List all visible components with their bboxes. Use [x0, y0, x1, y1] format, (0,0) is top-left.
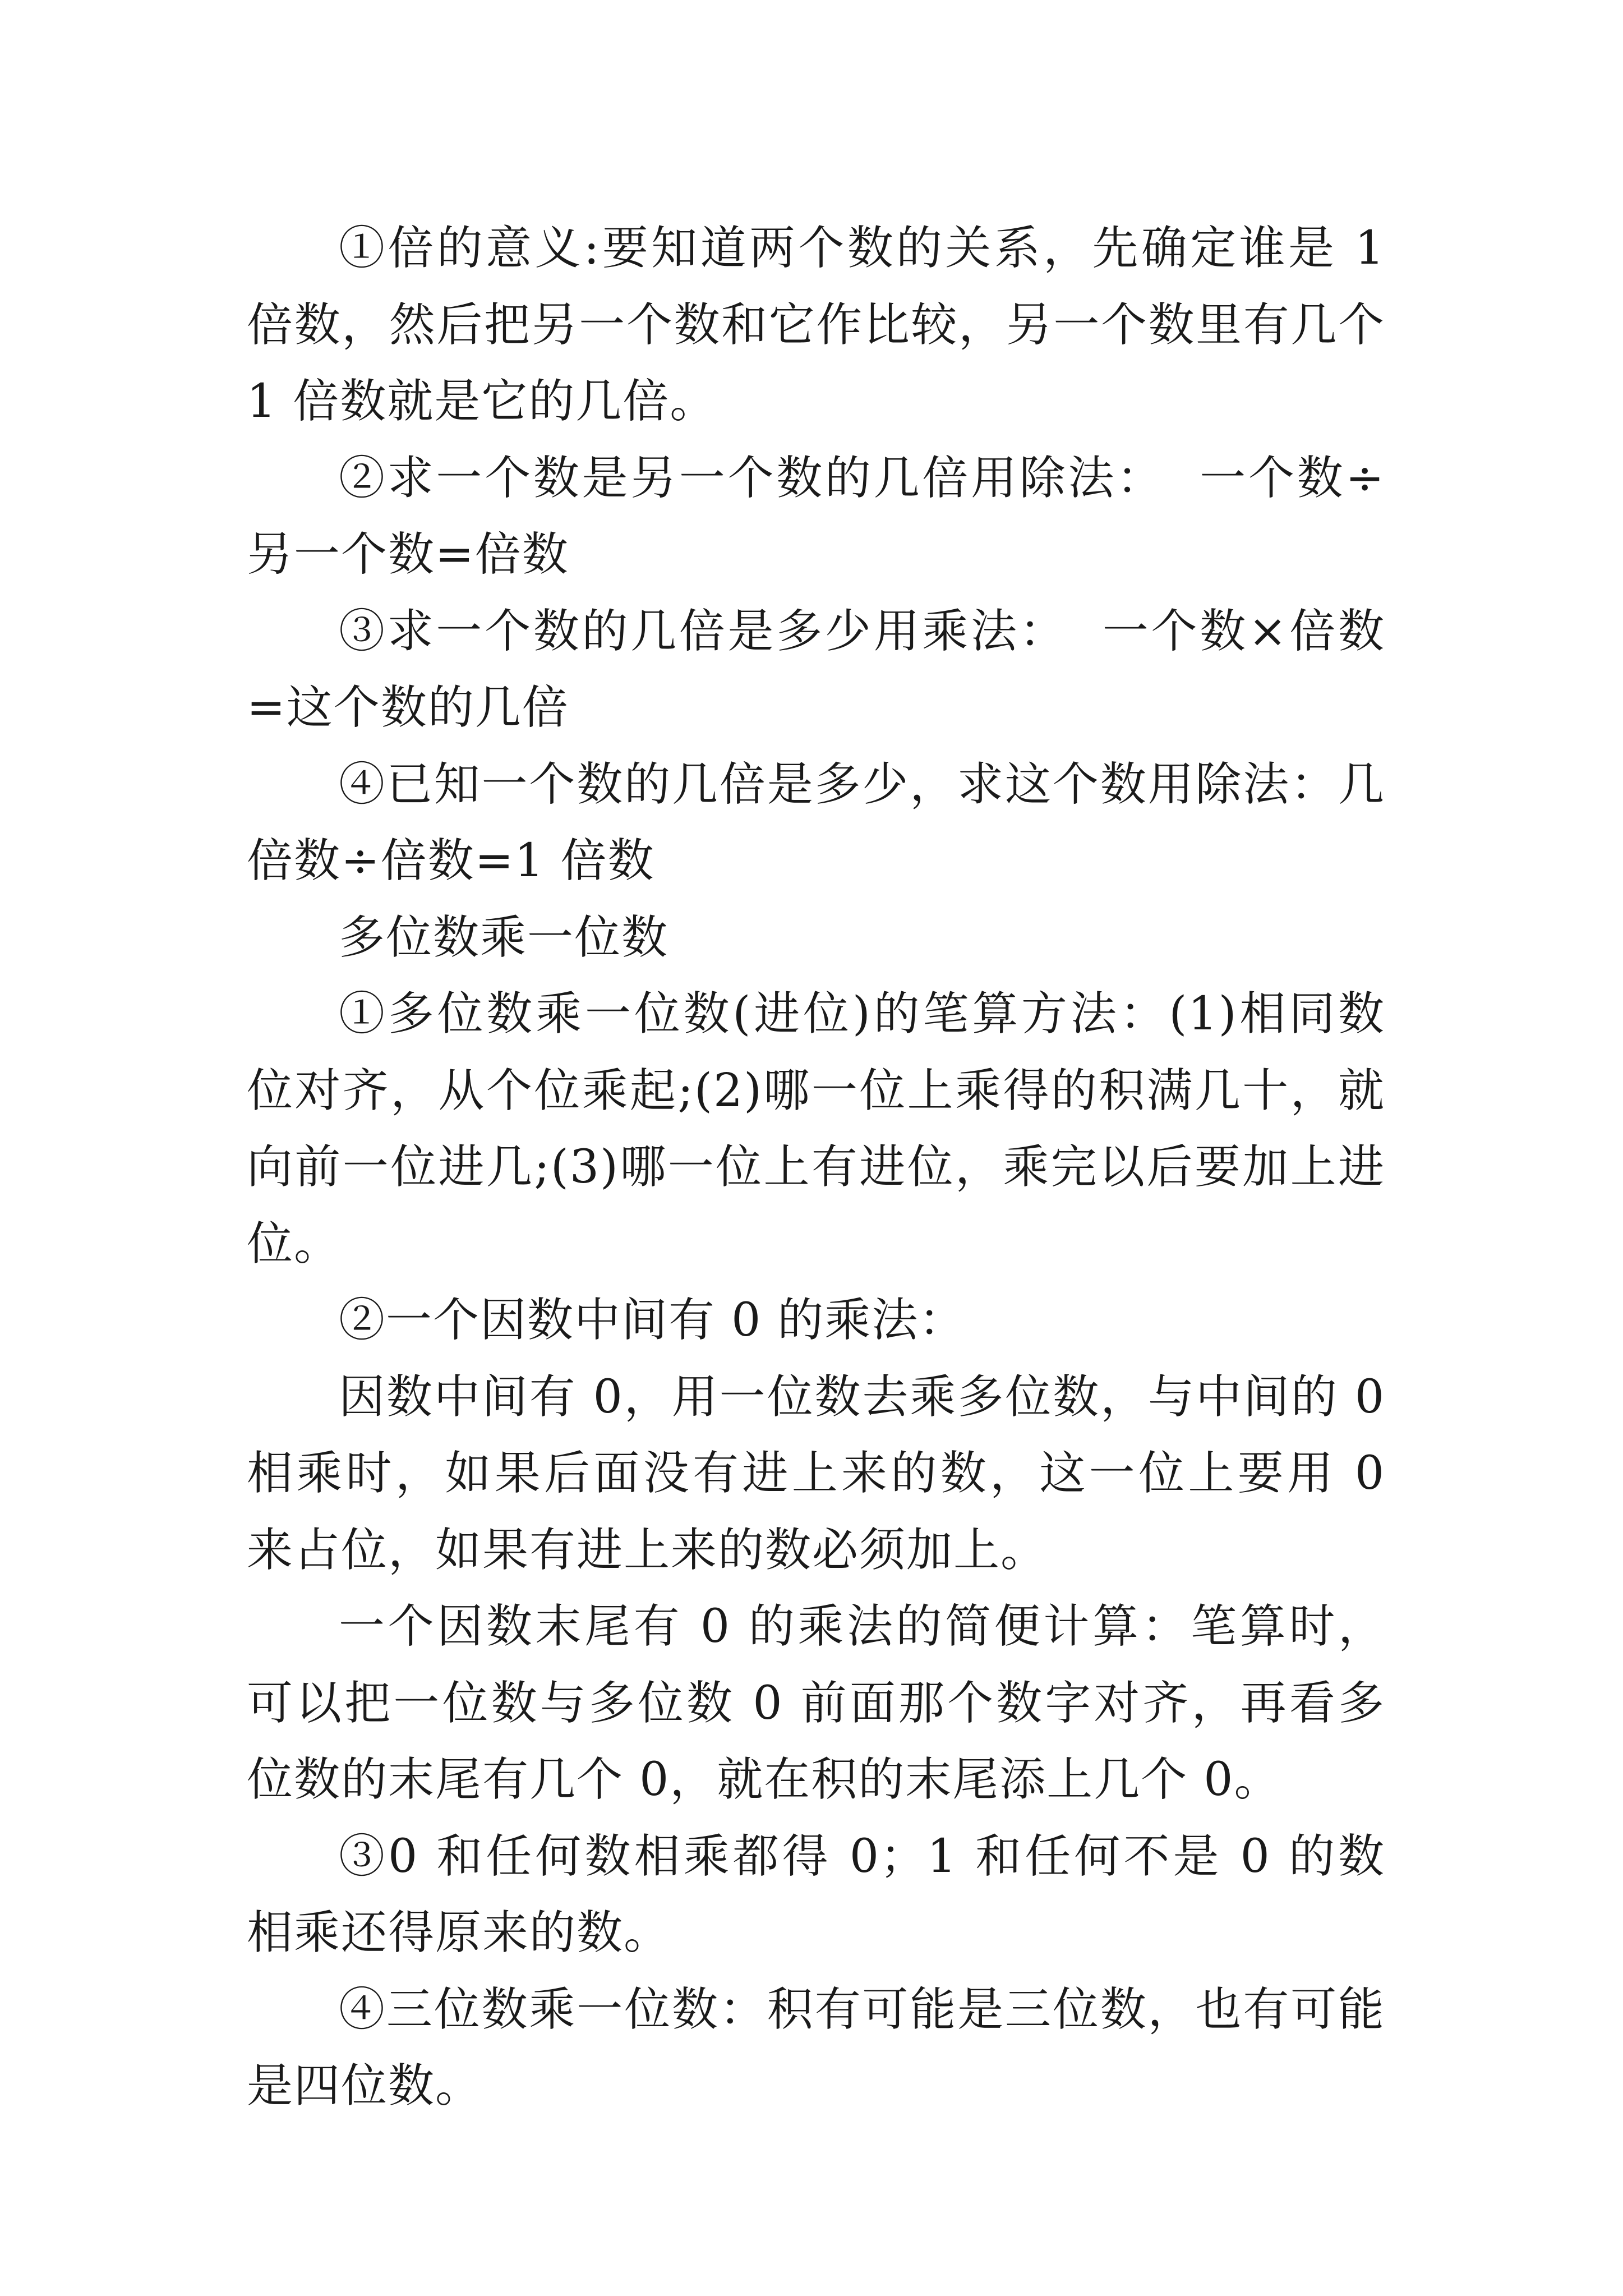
paragraph-trailing-zero-shortcut: 一个因数末尾有 0 的乘法的简便计算：笔算时，可以把一位数与多位数 0 前面那个数字对齐，再看多位数的末尾有几个 0，就在积的末尾添上几个 0。 — [247, 1600, 1385, 1806]
paragraph-find-multiple-value-multiplication: ③求一个数的几倍是多少用乘法： 一个数×倍数=这个数的几倍 — [247, 604, 1385, 734]
paragraph-zero-in-middle-rule: 因数中间有 0，用一位数去乘多位数，与中间的 0 相乘时，如果后面没有进上来的数，这一位上要用 0 来占位，如果有进上来的数必须加上。 — [247, 1370, 1401, 1577]
paragraph-zero-in-middle-title: ②一个因数中间有 0 的乘法： — [339, 1294, 966, 1347]
document-body — [247, 210, 1401, 2125]
paragraph-multiple-meaning: ①倍的意义:要知道两个数的关系，先确定谁是 1 倍数，然后把另一个数和它作比较，另一个数里有几个 1 倍数就是它的几倍。 — [247, 222, 1401, 428]
paragraph-carry-method: ①多位数乘一位数(进位)的笔算方法：(1)相同数位对齐，从个位乘起;(2)哪一位上乘得的积满几十，就向前一位进几;(3)哪一位上有进位，乘完以后要加上进位。 — [247, 987, 1385, 1271]
paragraph-zero-and-one-rule: ③0 和任何数相乘都得 0；1 和任何不是 0 的数相乘还得原来的数。 — [247, 1829, 1385, 1959]
paragraph-three-digit-product: ④三位数乘一位数：积有可能是三位数，也有可能是四位数。 — [247, 1982, 1385, 2113]
section-heading-multidigit-multiplication: 多位数乘一位数 — [339, 910, 669, 964]
paragraph-find-base-division: ④已知一个数的几倍是多少，求这个数用除法：几倍数÷倍数=1 倍数 — [247, 757, 1385, 887]
paragraph-find-multiple-division: ②求一个数是另一个数的几倍用除法： 一个数÷另一个数=倍数 — [247, 451, 1385, 581]
